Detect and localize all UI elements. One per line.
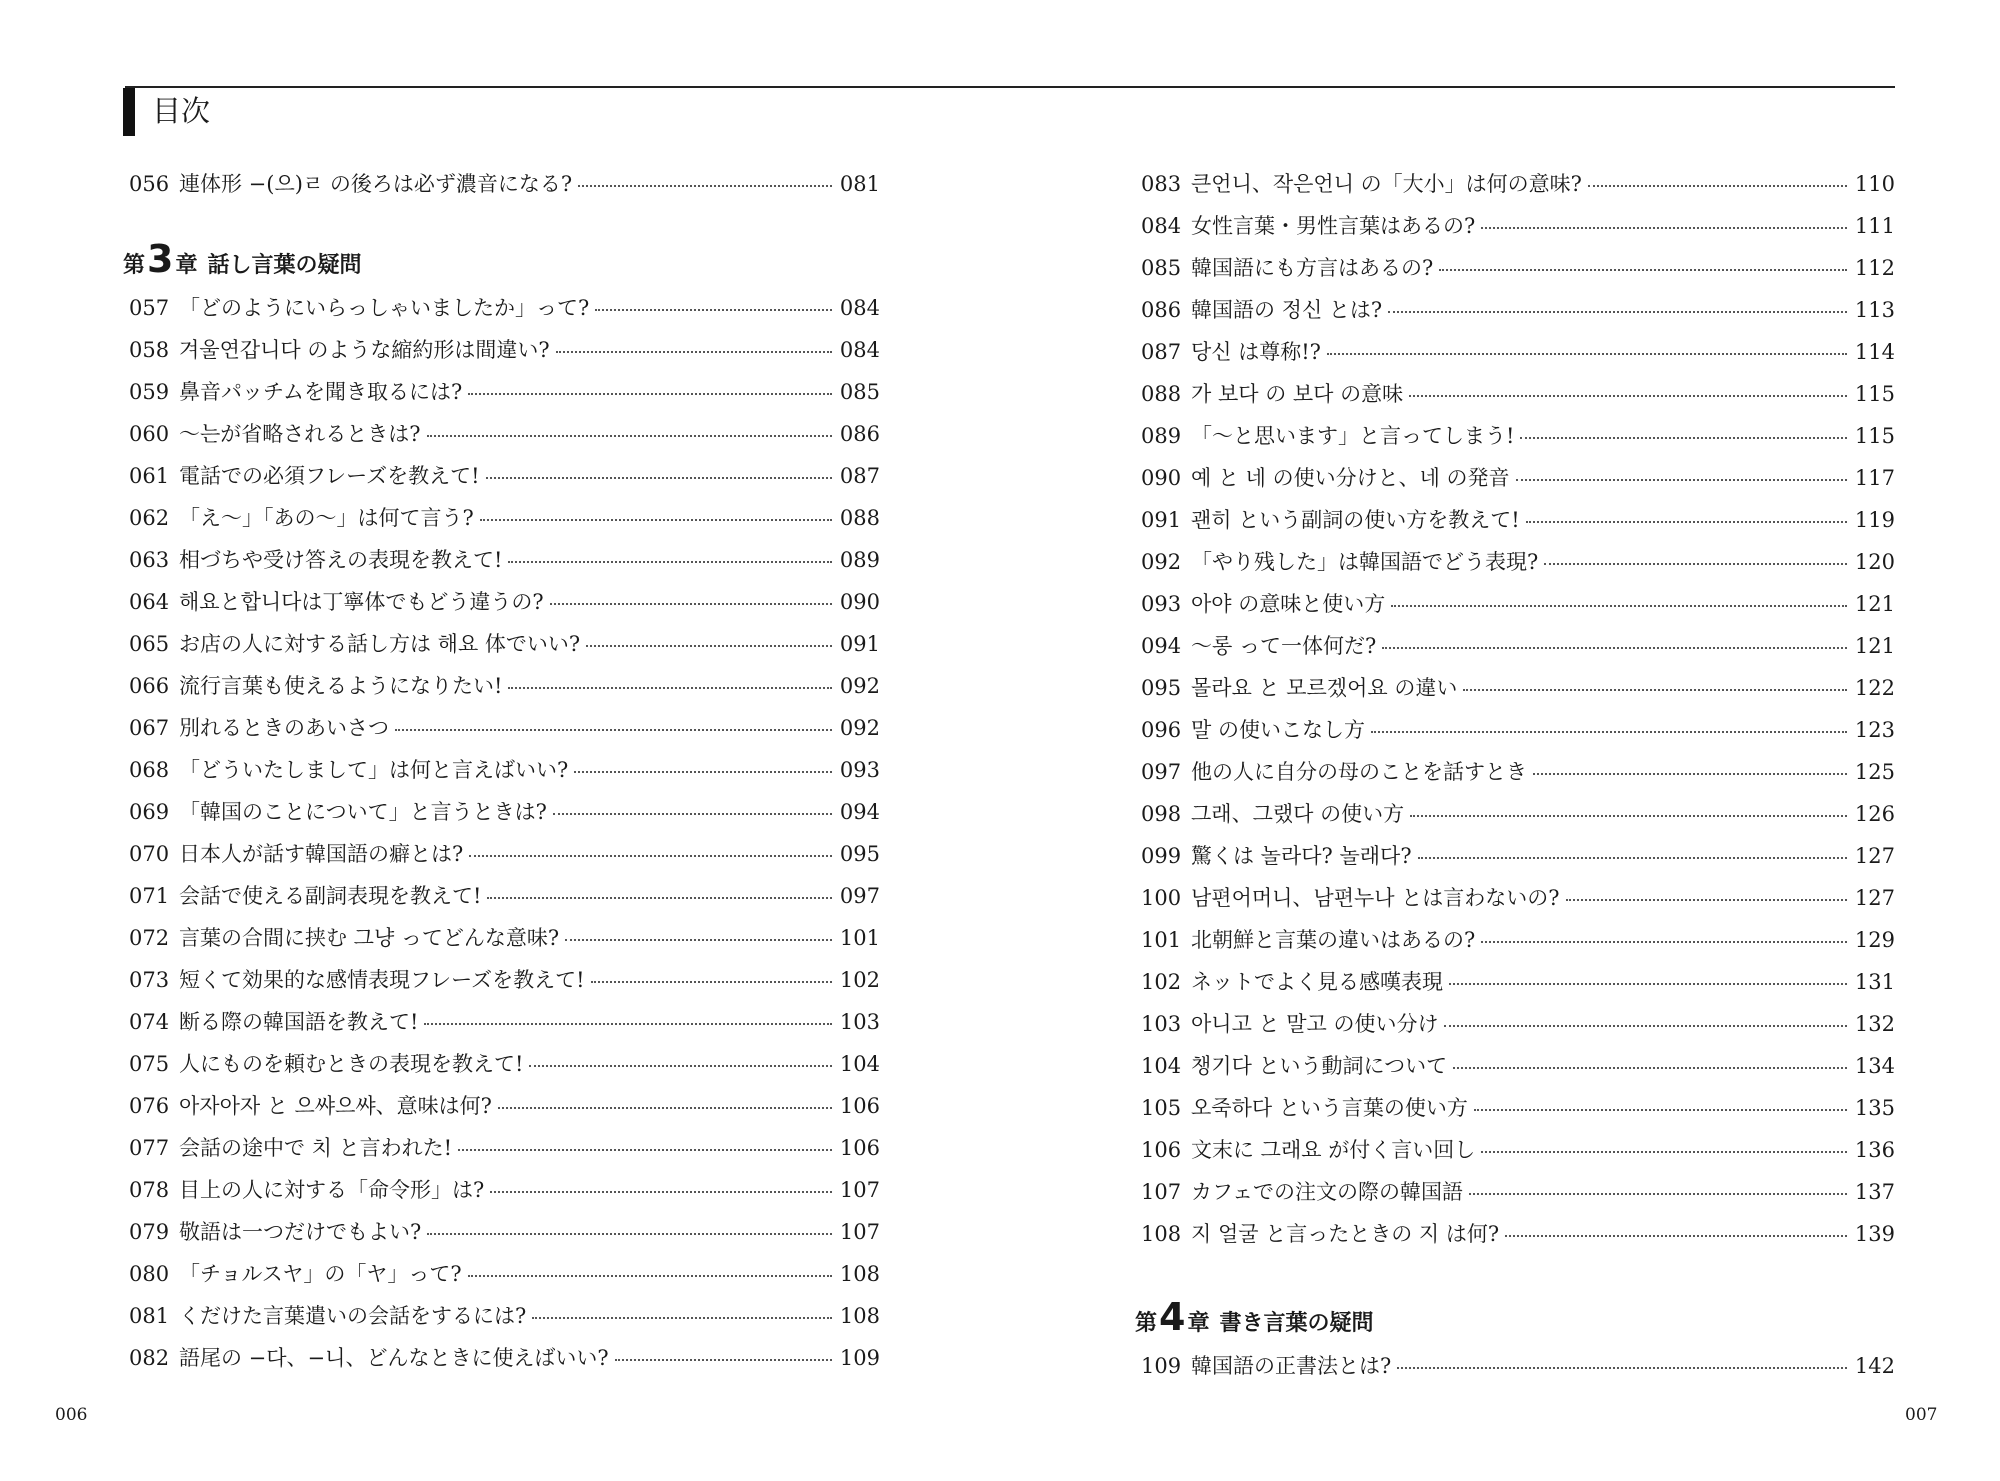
toc-entry bbox=[1135, 1087, 1895, 1129]
entry-number: 088 bbox=[1141, 382, 1182, 406]
chapter-suffix: 章 bbox=[175, 253, 198, 278]
entry-title: 断る際の韓国語を教えて! bbox=[179, 1010, 419, 1034]
entry-page: 106 bbox=[839, 1094, 880, 1118]
dot-leader bbox=[1449, 983, 1847, 985]
toc-entry bbox=[1135, 709, 1895, 751]
entry-number: 060 bbox=[129, 422, 170, 446]
dot-leader bbox=[1544, 563, 1847, 565]
dot-leader bbox=[508, 687, 832, 689]
dot-leader bbox=[1481, 227, 1847, 229]
entry-page: 107 bbox=[839, 1220, 880, 1244]
toc-entry bbox=[1135, 877, 1895, 919]
entry-title: 가 보다 の 보다 の意味 bbox=[1191, 382, 1404, 406]
entry-title: 몰라요 と 모르겠어요 の違い bbox=[1191, 676, 1458, 700]
entry-title: 流行言葉も使えるようになりたい! bbox=[179, 674, 503, 698]
entry-title: 韓国語の正書法とは? bbox=[1191, 1354, 1392, 1378]
dot-leader bbox=[469, 855, 832, 857]
entry-page: 120 bbox=[1854, 550, 1895, 574]
entry-title: 지 얼굴 と言ったときの 지 は何? bbox=[1191, 1222, 1500, 1246]
entry-page: 114 bbox=[1854, 340, 1895, 364]
dot-leader bbox=[574, 771, 832, 773]
entry-number: 086 bbox=[1141, 298, 1182, 322]
toc-entry bbox=[1135, 1345, 1895, 1387]
entry-page: 135 bbox=[1854, 1096, 1895, 1120]
entry-number: 075 bbox=[129, 1052, 170, 1076]
toc-entry bbox=[123, 1337, 880, 1379]
entry-page: 121 bbox=[1854, 634, 1895, 658]
toc-entry bbox=[123, 455, 880, 497]
dot-leader bbox=[595, 309, 832, 311]
toc-entry bbox=[123, 163, 880, 205]
dot-leader bbox=[1410, 815, 1847, 817]
dot-leader bbox=[486, 477, 832, 479]
toc-entry bbox=[123, 707, 880, 749]
entry-page: 084 bbox=[839, 296, 880, 320]
entry-number: 108 bbox=[1141, 1222, 1182, 1246]
toc-entries bbox=[123, 287, 880, 1379]
entry-page: 137 bbox=[1854, 1180, 1895, 1204]
entry-number: 089 bbox=[1141, 424, 1182, 448]
entry-number: 081 bbox=[129, 1304, 170, 1328]
toc-entries-post bbox=[1135, 1345, 1895, 1387]
header-rule bbox=[125, 86, 1895, 88]
dot-leader bbox=[1516, 479, 1847, 481]
dot-leader bbox=[427, 1233, 832, 1235]
toc-entry bbox=[1135, 667, 1895, 709]
toc-right-column bbox=[1135, 163, 1895, 1387]
toc-entry bbox=[123, 665, 880, 707]
toc-entry bbox=[123, 1211, 880, 1253]
dot-leader bbox=[532, 1317, 832, 1319]
entry-page: 081 bbox=[839, 172, 880, 196]
entry-page: 089 bbox=[839, 548, 880, 572]
dot-leader bbox=[529, 1065, 832, 1067]
entry-number: 087 bbox=[1141, 340, 1182, 364]
entry-title: 그래、그랬다 の使い方 bbox=[1191, 802, 1405, 826]
entry-title: 말 の使いこなし方 bbox=[1191, 718, 1365, 742]
entry-page: 122 bbox=[1854, 676, 1895, 700]
entry-number: 092 bbox=[1141, 550, 1182, 574]
entry-page: 131 bbox=[1854, 970, 1895, 994]
entry-title: 겨울연갑니다 のような縮約形は間違い? bbox=[179, 338, 550, 362]
entry-page: 112 bbox=[1854, 256, 1895, 280]
entry-title: 北朝鮮と言葉の違いはあるの? bbox=[1191, 928, 1476, 952]
entry-page: 092 bbox=[839, 716, 880, 740]
dot-leader bbox=[1526, 521, 1847, 523]
entry-title: お店の人に対する話し方は 해요 体でいい? bbox=[179, 632, 581, 656]
entry-number: 057 bbox=[129, 296, 170, 320]
toc-entry bbox=[123, 497, 880, 539]
entry-number: 074 bbox=[129, 1010, 170, 1034]
entry-number: 076 bbox=[129, 1094, 170, 1118]
entry-title: 韓国語にも方言はあるの? bbox=[1191, 256, 1434, 280]
entry-number: 091 bbox=[1141, 508, 1182, 532]
entry-number: 085 bbox=[1141, 256, 1182, 280]
entry-title: 敬語は一つだけでもよい? bbox=[179, 1220, 422, 1244]
chapter-title: 話し言葉の疑問 bbox=[207, 253, 362, 278]
entry-page: 087 bbox=[839, 464, 880, 488]
entry-number: 109 bbox=[1141, 1354, 1182, 1378]
entry-title: 別れるときのあいさつ bbox=[179, 716, 389, 740]
entry-title: 「やり残した」は韓国語でどう表現? bbox=[1191, 550, 1539, 574]
entry-title: 電話での必須フレーズを教えて! bbox=[179, 464, 480, 488]
dot-leader bbox=[468, 1275, 832, 1277]
entry-title: カフェでの注文の際の韓国語 bbox=[1191, 1180, 1463, 1204]
entry-page: 136 bbox=[1854, 1138, 1895, 1162]
chapter-heading-3 bbox=[123, 237, 880, 287]
dot-leader bbox=[480, 519, 832, 521]
entry-number: 064 bbox=[129, 590, 170, 614]
entry-title: 「チョルスヤ」の「ヤ」って? bbox=[179, 1262, 462, 1286]
toc-entry bbox=[1135, 373, 1895, 415]
entry-number: 066 bbox=[129, 674, 170, 698]
entry-number: 090 bbox=[1141, 466, 1182, 490]
toc-left-column bbox=[123, 163, 880, 1379]
dot-leader bbox=[1418, 857, 1847, 859]
entry-page: 108 bbox=[839, 1262, 880, 1286]
entry-page: 139 bbox=[1854, 1222, 1895, 1246]
entry-title: 〜롱 って一体何だ? bbox=[1191, 634, 1377, 658]
entry-page: 102 bbox=[839, 968, 880, 992]
toc-entry bbox=[123, 1295, 880, 1337]
dot-leader bbox=[1382, 647, 1847, 649]
entry-page: 111 bbox=[1854, 214, 1895, 238]
dot-leader bbox=[1469, 1193, 1847, 1195]
dot-leader bbox=[586, 645, 832, 647]
entry-number: 062 bbox=[129, 506, 170, 530]
toc-entry bbox=[1135, 541, 1895, 583]
entry-number: 080 bbox=[129, 1262, 170, 1286]
entry-page: 132 bbox=[1854, 1012, 1895, 1036]
toc-entry bbox=[123, 581, 880, 623]
entry-title: 〜는が省略されるときは? bbox=[179, 422, 421, 446]
entry-title: 相づちや受け答えの表現を教えて! bbox=[179, 548, 503, 572]
chapter-heading-4 bbox=[1135, 1295, 1895, 1345]
toc-entry bbox=[123, 875, 880, 917]
dot-leader bbox=[1463, 689, 1847, 691]
dot-leader bbox=[1474, 1109, 1847, 1111]
dot-leader bbox=[458, 1149, 832, 1151]
entry-page: 091 bbox=[839, 632, 880, 656]
entry-number: 078 bbox=[129, 1178, 170, 1202]
toc-entry bbox=[1135, 1045, 1895, 1087]
entry-title: 会話で使える副詞表現を教えて! bbox=[179, 884, 482, 908]
entry-title: 驚くは 놀라다? 놀래다? bbox=[1191, 844, 1412, 868]
toc-entry bbox=[1135, 583, 1895, 625]
dot-leader bbox=[553, 813, 832, 815]
entry-number: 094 bbox=[1141, 634, 1182, 658]
entry-number: 063 bbox=[129, 548, 170, 572]
toc-entry bbox=[1135, 961, 1895, 1003]
dot-leader bbox=[578, 185, 832, 187]
dot-leader bbox=[487, 897, 832, 899]
entry-title: 「どのようにいらっしゃいましたか」って? bbox=[179, 296, 590, 320]
toc-entry bbox=[123, 329, 880, 371]
dot-leader bbox=[1371, 731, 1847, 733]
entry-title: 連体形 −(으)ㄹ の後ろは必ず濃音になる? bbox=[179, 172, 573, 196]
toc-entry bbox=[123, 1085, 880, 1127]
toc-entry bbox=[1135, 1213, 1895, 1255]
toc-entry bbox=[123, 1127, 880, 1169]
entry-page: 125 bbox=[1854, 760, 1895, 784]
dot-leader bbox=[1520, 437, 1847, 439]
toc-entry bbox=[1135, 919, 1895, 961]
entry-page: 088 bbox=[839, 506, 880, 530]
toc-entry bbox=[1135, 1003, 1895, 1045]
dot-leader bbox=[1481, 1151, 1847, 1153]
entry-title: 短くて効果的な感情表現フレーズを教えて! bbox=[179, 968, 585, 992]
toc-entry bbox=[123, 749, 880, 791]
entry-page: 110 bbox=[1854, 172, 1895, 196]
entry-number: 059 bbox=[129, 380, 170, 404]
dot-leader bbox=[1409, 395, 1847, 397]
toc-entry bbox=[123, 287, 880, 329]
entry-number: 077 bbox=[129, 1136, 170, 1160]
entry-page: 093 bbox=[839, 758, 880, 782]
dot-leader bbox=[1588, 185, 1847, 187]
entry-number: 061 bbox=[129, 464, 170, 488]
toc-entries bbox=[1135, 163, 1895, 1255]
entry-number: 099 bbox=[1141, 844, 1182, 868]
entry-title: 語尾の −다、−니、どんなときに使えばいい? bbox=[179, 1346, 609, 1370]
entry-page: 107 bbox=[839, 1178, 880, 1202]
toc-entry bbox=[123, 371, 880, 413]
page-number-left: 006 bbox=[55, 1405, 88, 1425]
dot-leader bbox=[395, 729, 832, 731]
dot-leader bbox=[550, 603, 832, 605]
toc-entry bbox=[123, 413, 880, 455]
entry-title: ネットでよく見る感嘆表現 bbox=[1191, 970, 1443, 994]
entry-title: 目上の人に対する「命令形」は? bbox=[179, 1178, 485, 1202]
entry-number: 082 bbox=[129, 1346, 170, 1370]
entry-page: 113 bbox=[1854, 298, 1895, 322]
entry-title: 日本人が話す韓国語の癖とは? bbox=[179, 842, 464, 866]
entry-page: 108 bbox=[839, 1304, 880, 1328]
entry-page: 106 bbox=[839, 1136, 880, 1160]
toc-entries-pre bbox=[123, 163, 880, 205]
entry-number: 096 bbox=[1141, 718, 1182, 742]
dot-leader bbox=[1505, 1235, 1847, 1237]
entry-page: 126 bbox=[1854, 802, 1895, 826]
toc-entry bbox=[1135, 163, 1895, 205]
entry-number: 093 bbox=[1141, 592, 1182, 616]
entry-page: 085 bbox=[839, 380, 880, 404]
dot-leader bbox=[1566, 899, 1847, 901]
entry-title: 아자아자 と 으쌰으쌰、意味は何? bbox=[179, 1094, 492, 1118]
dot-leader bbox=[1439, 269, 1847, 271]
entry-page: 142 bbox=[1854, 1354, 1895, 1378]
toc-entry bbox=[1135, 457, 1895, 499]
entry-title: 韓国語の 정신 とは? bbox=[1191, 298, 1383, 322]
toc-entry bbox=[1135, 1171, 1895, 1213]
entry-page: 090 bbox=[839, 590, 880, 614]
toc-entry bbox=[123, 917, 880, 959]
entry-number: 098 bbox=[1141, 802, 1182, 826]
dot-leader bbox=[427, 435, 832, 437]
page-title: 目次 bbox=[152, 94, 211, 128]
toc-entry bbox=[123, 959, 880, 1001]
entry-number: 104 bbox=[1141, 1054, 1182, 1078]
header-bar bbox=[123, 88, 135, 136]
toc-entry bbox=[1135, 499, 1895, 541]
chapter-suffix: 章 bbox=[1187, 1311, 1210, 1336]
dot-leader bbox=[498, 1107, 832, 1109]
entry-title: くだけた言葉遣いの会話をするには? bbox=[179, 1304, 527, 1328]
dot-leader bbox=[565, 939, 832, 941]
entry-page: 084 bbox=[839, 338, 880, 362]
entry-page: 097 bbox=[839, 884, 880, 908]
toc-entry bbox=[1135, 835, 1895, 877]
chapter-number: 3 bbox=[147, 237, 174, 281]
dot-leader bbox=[1453, 1067, 1847, 1069]
toc-entry bbox=[123, 1043, 880, 1085]
chapter-prefix: 第 bbox=[1135, 1311, 1158, 1336]
toc-entry bbox=[1135, 625, 1895, 667]
entry-number: 103 bbox=[1141, 1012, 1182, 1036]
entry-title: 아야 の意味と使い方 bbox=[1191, 592, 1386, 616]
entry-title: 괜히 という副詞の使い方を教えて! bbox=[1191, 508, 1520, 532]
entry-number: 107 bbox=[1141, 1180, 1182, 1204]
entry-number: 100 bbox=[1141, 886, 1182, 910]
entry-page: 086 bbox=[839, 422, 880, 446]
entry-page: 115 bbox=[1854, 424, 1895, 448]
entry-title: 文末に 그래요 が付く言い回し bbox=[1191, 1138, 1476, 1162]
entry-number: 079 bbox=[129, 1220, 170, 1244]
entry-number: 056 bbox=[129, 172, 170, 196]
entry-title: 해요と합니다は丁寧体でもどう違うの? bbox=[179, 590, 544, 614]
entry-title: 챙기다 という動詞について bbox=[1191, 1054, 1448, 1078]
entry-title: 言葉の合間に挟む 그냥 ってどんな意味? bbox=[179, 926, 560, 950]
toc-entry bbox=[1135, 415, 1895, 457]
chapter-number: 4 bbox=[1159, 1295, 1186, 1339]
entry-title: 아니고 と 말고 の使い分け bbox=[1191, 1012, 1439, 1036]
entry-page: 104 bbox=[839, 1052, 880, 1076]
toc-entry bbox=[123, 623, 880, 665]
entry-page: 127 bbox=[1854, 886, 1895, 910]
entry-title: 큰언니、작은언니 の「大小」は何の意味? bbox=[1191, 172, 1582, 196]
entry-page: 134 bbox=[1854, 1054, 1895, 1078]
toc-entry bbox=[123, 833, 880, 875]
dot-leader bbox=[1533, 773, 1847, 775]
entry-number: 101 bbox=[1141, 928, 1182, 952]
entry-number: 084 bbox=[1141, 214, 1182, 238]
entry-title: 会話の途中で 치 と言われた! bbox=[179, 1136, 453, 1160]
dot-leader bbox=[615, 1359, 832, 1361]
entry-number: 083 bbox=[1141, 172, 1182, 196]
toc-entry bbox=[1135, 247, 1895, 289]
entry-number: 072 bbox=[129, 926, 170, 950]
entry-page: 115 bbox=[1854, 382, 1895, 406]
entry-title: 鼻音パッチムを聞き取るには? bbox=[179, 380, 463, 404]
entry-number: 068 bbox=[129, 758, 170, 782]
entry-page: 129 bbox=[1854, 928, 1895, 952]
entry-number: 102 bbox=[1141, 970, 1182, 994]
dot-leader bbox=[468, 393, 832, 395]
entry-page: 121 bbox=[1854, 592, 1895, 616]
entry-number: 073 bbox=[129, 968, 170, 992]
dot-leader bbox=[1327, 353, 1847, 355]
dot-leader bbox=[1388, 311, 1847, 313]
entry-title: 女性言葉・男性言葉はあるの? bbox=[1191, 214, 1476, 238]
dot-leader bbox=[490, 1191, 832, 1193]
entry-number: 067 bbox=[129, 716, 170, 740]
entry-page: 119 bbox=[1854, 508, 1895, 532]
page-number-right: 007 bbox=[1905, 1405, 1938, 1425]
dot-leader bbox=[591, 981, 832, 983]
entry-number: 071 bbox=[129, 884, 170, 908]
toc-entry bbox=[123, 791, 880, 833]
entry-title: 「韓国のことについて」と言うときは? bbox=[179, 800, 547, 824]
entry-title: 오죽하다 という言葉の使い方 bbox=[1191, 1096, 1468, 1120]
dot-leader bbox=[424, 1023, 832, 1025]
toc-entry bbox=[1135, 331, 1895, 373]
chapter-title: 書き言葉の疑問 bbox=[1219, 1311, 1374, 1336]
entry-number: 058 bbox=[129, 338, 170, 362]
entry-title: 예 と 네 の使い分けと、네 の発音 bbox=[1191, 466, 1510, 490]
toc-entry bbox=[1135, 751, 1895, 793]
entry-page: 094 bbox=[839, 800, 880, 824]
entry-title: 「〜と思います」と言ってしまう! bbox=[1191, 424, 1515, 448]
entry-title: 남편어머니、남편누나 とは言わないの? bbox=[1191, 886, 1560, 910]
toc-entry bbox=[123, 1001, 880, 1043]
toc-entry bbox=[1135, 793, 1895, 835]
dot-leader bbox=[1481, 941, 1847, 943]
entry-title: 他の人に自分の母のことを話すとき bbox=[1191, 760, 1527, 784]
chapter-prefix: 第 bbox=[123, 253, 146, 278]
entry-page: 101 bbox=[839, 926, 880, 950]
toc-entry bbox=[1135, 1129, 1895, 1171]
entry-page: 109 bbox=[839, 1346, 880, 1370]
toc-entry bbox=[123, 1253, 880, 1295]
entry-number: 065 bbox=[129, 632, 170, 656]
dot-leader bbox=[1391, 605, 1847, 607]
entry-number: 097 bbox=[1141, 760, 1182, 784]
entry-page: 103 bbox=[839, 1010, 880, 1034]
toc-entry bbox=[123, 539, 880, 581]
entry-page: 095 bbox=[839, 842, 880, 866]
entry-number: 069 bbox=[129, 800, 170, 824]
dot-leader bbox=[1397, 1367, 1847, 1369]
dot-leader bbox=[1444, 1025, 1847, 1027]
entry-page: 117 bbox=[1854, 466, 1895, 490]
entry-number: 106 bbox=[1141, 1138, 1182, 1162]
entry-title: 「どういたしまして」は何と言えばいい? bbox=[179, 758, 569, 782]
entry-title: 당신 は尊称!? bbox=[1191, 340, 1321, 364]
entry-title: 人にものを頼むときの表現を教えて! bbox=[179, 1052, 524, 1076]
entry-number: 070 bbox=[129, 842, 170, 866]
entry-page: 092 bbox=[839, 674, 880, 698]
toc-entry bbox=[1135, 205, 1895, 247]
entry-number: 105 bbox=[1141, 1096, 1182, 1120]
entry-page: 123 bbox=[1854, 718, 1895, 742]
toc-entry bbox=[1135, 289, 1895, 331]
entry-title: 「え〜」「あの〜」は何て言う? bbox=[179, 506, 474, 530]
entry-number: 095 bbox=[1141, 676, 1182, 700]
dot-leader bbox=[508, 561, 832, 563]
toc-entry bbox=[123, 1169, 880, 1211]
entry-page: 127 bbox=[1854, 844, 1895, 868]
dot-leader bbox=[556, 351, 832, 353]
